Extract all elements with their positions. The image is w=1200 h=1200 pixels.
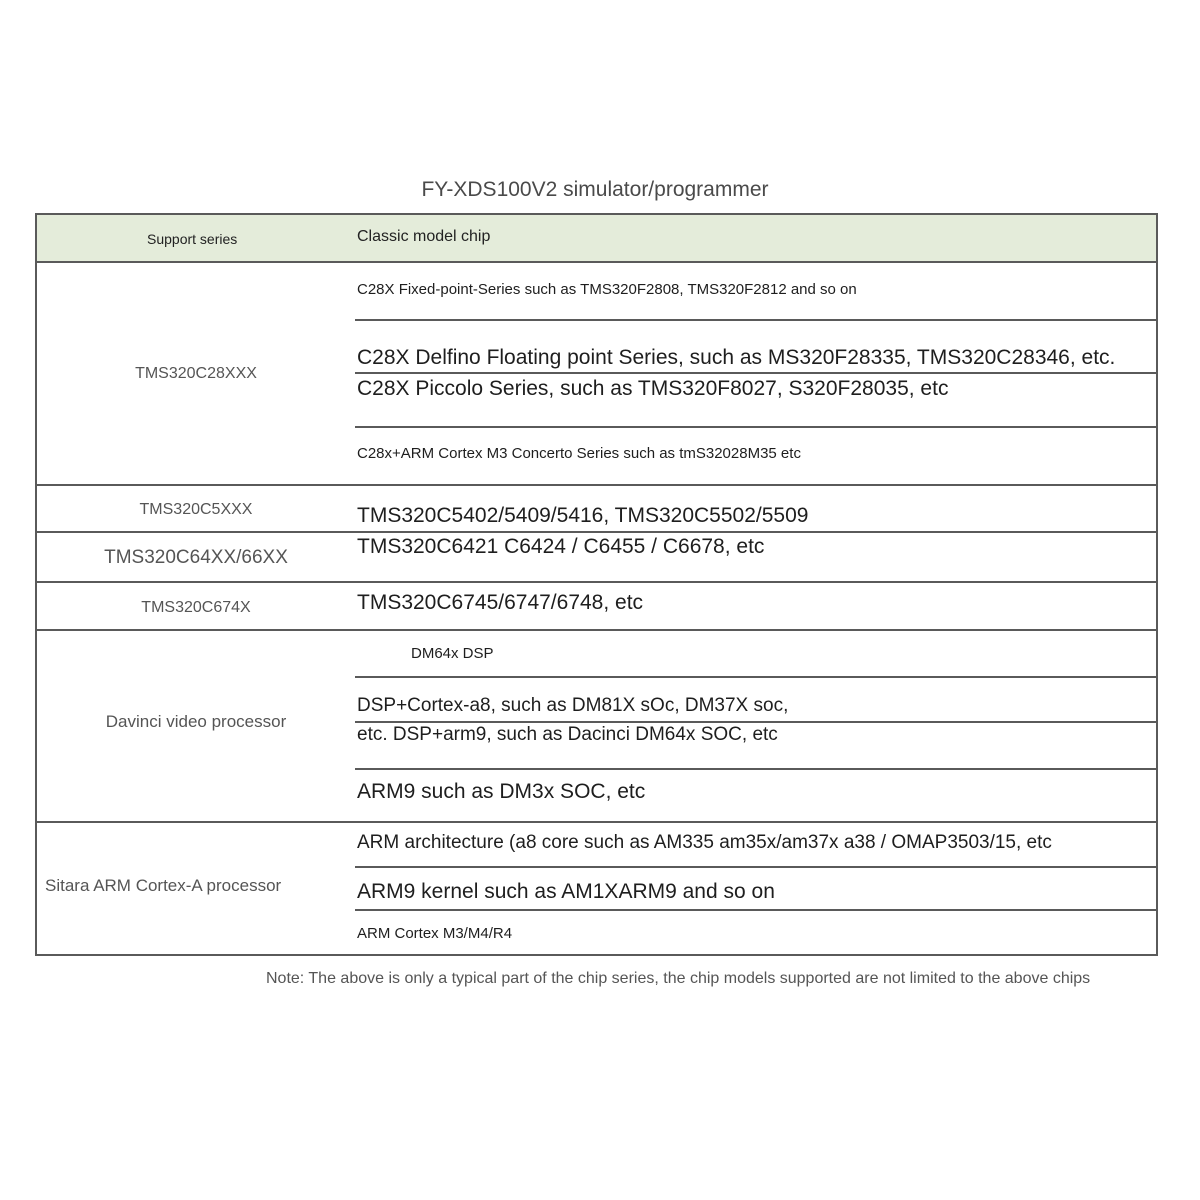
chip-dm64x: DM64x DSP <box>411 645 494 662</box>
sub-row-divider <box>355 319 1156 321</box>
chip-dsp-a8: DSP+Cortex-a8, such as DM81X sOc, DM37X soc, <box>357 695 789 716</box>
sub-row-divider <box>355 866 1156 868</box>
sub-row-divider <box>355 721 1156 723</box>
series-tms320c64xx: TMS320C64XX/66XX <box>104 547 288 568</box>
footnote: Note: The above is only a typical part of the chip series, the chip models supported are not limited to the above chips <box>266 970 1091 987</box>
chip-c28-concerto: C28x+ARM Cortex M3 Concerto Series such as tmS32028M35 etc <box>357 445 801 462</box>
header-support-series: Support series <box>147 231 238 247</box>
table-header <box>37 215 1156 263</box>
support-table <box>35 213 1158 956</box>
sub-row-divider <box>355 909 1156 911</box>
series-tms320c28xxx: TMS320C28XXX <box>135 365 257 382</box>
chip-arm-arch: ARM architecture (a8 core such as AM335 am35x/am37x a38 / OMAP3503/15, etc <box>357 832 1052 853</box>
sub-row-divider <box>355 372 1156 374</box>
row-divider <box>37 484 1156 486</box>
series-davinci: Davinci video processor <box>105 712 287 731</box>
series-sitara: Sitara ARM Cortex-A processor <box>45 876 282 895</box>
chip-arm9-dm3x: ARM9 such as DM3x SOC, etc <box>357 780 646 803</box>
chip-c28-delfino: C28X Delfino Floating point Series, such as MS320F28335, TMS320C28346, etc. <box>357 346 1116 369</box>
chip-c28-fixed: C28X Fixed-point-Series such as TMS320F2808, TMS320F2812 and so on <box>357 281 857 298</box>
series-tms320c5xxx: TMS320C5XXX <box>139 501 253 518</box>
page-title: FY-XDS100V2 simulator/programmer <box>421 178 769 201</box>
row-divider <box>37 629 1156 631</box>
chip-c674: TMS320C6745/6747/6748, etc <box>357 591 644 614</box>
chip-c5: TMS320C5402/5409/5416, TMS320C5502/5509 <box>357 504 809 527</box>
sub-row-divider <box>355 426 1156 428</box>
row-divider <box>37 821 1156 823</box>
chip-dsp-arm9: etc. DSP+arm9, such as Dacinci DM64x SOC, etc <box>357 724 778 745</box>
sub-row-divider <box>355 768 1156 770</box>
series-tms320c674x: TMS320C674X <box>141 599 251 616</box>
chip-arm9-kernel: ARM9 kernel such as AM1XARM9 and so on <box>357 880 775 903</box>
sub-row-divider <box>355 676 1156 678</box>
chip-c28-piccolo: C28X Piccolo Series, such as TMS320F8027, S320F28035, etc <box>357 377 949 400</box>
chip-arm-cortex-m: ARM Cortex M3/M4/R4 <box>357 925 513 942</box>
row-divider <box>37 531 1156 533</box>
header-classic-model-chip: Classic model chip <box>357 228 491 245</box>
row-divider <box>37 581 1156 583</box>
chip-c64: TMS320C6421 C6424 / C6455 / C6678, etc <box>357 535 765 558</box>
